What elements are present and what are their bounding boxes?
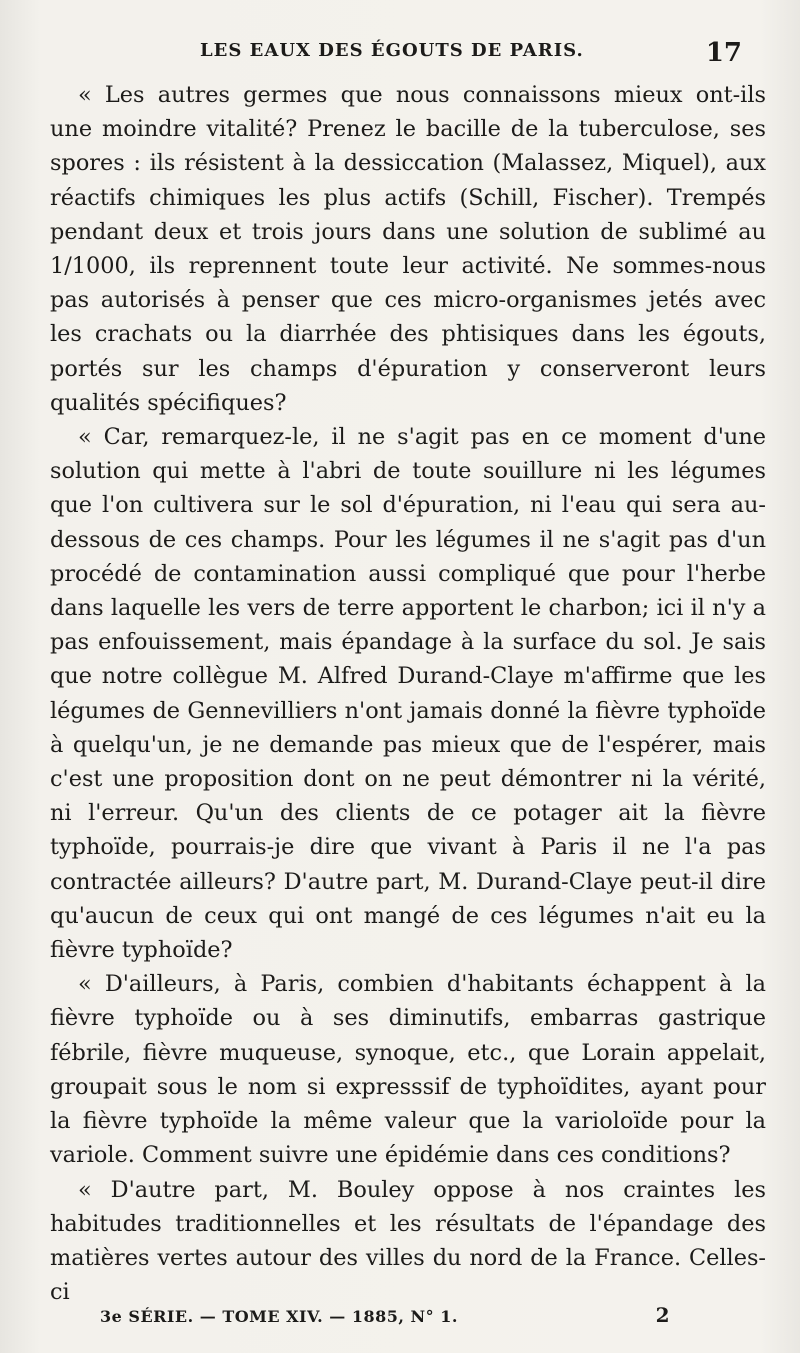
- paragraph: « Les autres germes que nous connaissons mieux ont-ils une moindre vitalité? Prenez le bacille de la tuberculose, ses spores : ils résistent à la dessiccation (Malassez, Miquel), aux réactifs chimiques les plus actifs (Schill, Fischer). Trempés pendant deux et trois jours dans une solution de sublimé au 1/1000, ils reprennent toute leur activité. Ne sommes-nous pas autorisés à penser que ces micro-organismes jetés avec les crachats ou la diarrhée des phtisiques dans les égouts, portés sur les champs d'épuration y conserveront leurs qualités spécifiques?: [50, 82, 766, 416]
- body-text: [50, 78, 766, 1309]
- series-line: 3e SÉRIE. — TOME XIV. — 1885, N° 1.: [100, 1307, 458, 1326]
- page-footer: [100, 1305, 680, 1335]
- paragraph: « D'ailleurs, à Paris, combien d'habitants échappent à la fièvre typhoïde ou à ses diminutifs, embarras gastrique fébrile, fièvre muqueuse, synoque, etc., que Lorain appelait, groupait sous le nom si expresssif de typhoïdites, ayant pour la fièvre typhoïde la même valeur que la varioloïde pour la variole. Comment suivre une épidémie dans ces conditions?: [50, 971, 766, 1169]
- page-header: [40, 38, 760, 74]
- paragraph: « Car, remarquez-le, il ne s'agit pas en ce moment d'une solution qui mette à l'abri de toute souillure ni les légumes que l'on cultivera sur le sol d'épuration, ni l'eau qui sera au-dessous de ces champs. Pour les légumes il ne s'agit pas d'un procédé de contamination aussi compliqué que pour l'herbe dans laquelle les vers de terre apportent le charbon; ici il n'y a pas enfouissement, mais épandage à la surface du sol. Je sais que notre collègue M. Alfred Durand-Claye m'affirme que les légumes de Gennevilliers n'ont jamais donné la fièvre typhoïde à quelqu'un, je ne demande pas mieux que de l'espérer, mais c'est une proposition dont on ne peut démontrer ni la vérité, ni l'erreur. Qu'un des clients de ce potager ait la fièvre typhoïde, pourrais-je dire que vivant à Paris il ne l'a pas contractée ailleurs? D'autre part, M. Durand-Claye peut-il dire qu'aucun de ceux qui ont mangé de ces légumes n'ait eu la fièvre typhoïde?: [50, 424, 766, 964]
- running-title: LES EAUX DES ÉGOUTS DE PARIS.: [200, 40, 584, 61]
- page-number: 17: [705, 38, 742, 68]
- paragraph: « D'autre part, M. Bouley oppose à nos craintes les habitudes traditionnelles et les résultats de l'épandage des matières vertes autour des villes du nord de la France. Celles-ci: [50, 1176, 766, 1306]
- sheet-number: 2: [655, 1303, 670, 1327]
